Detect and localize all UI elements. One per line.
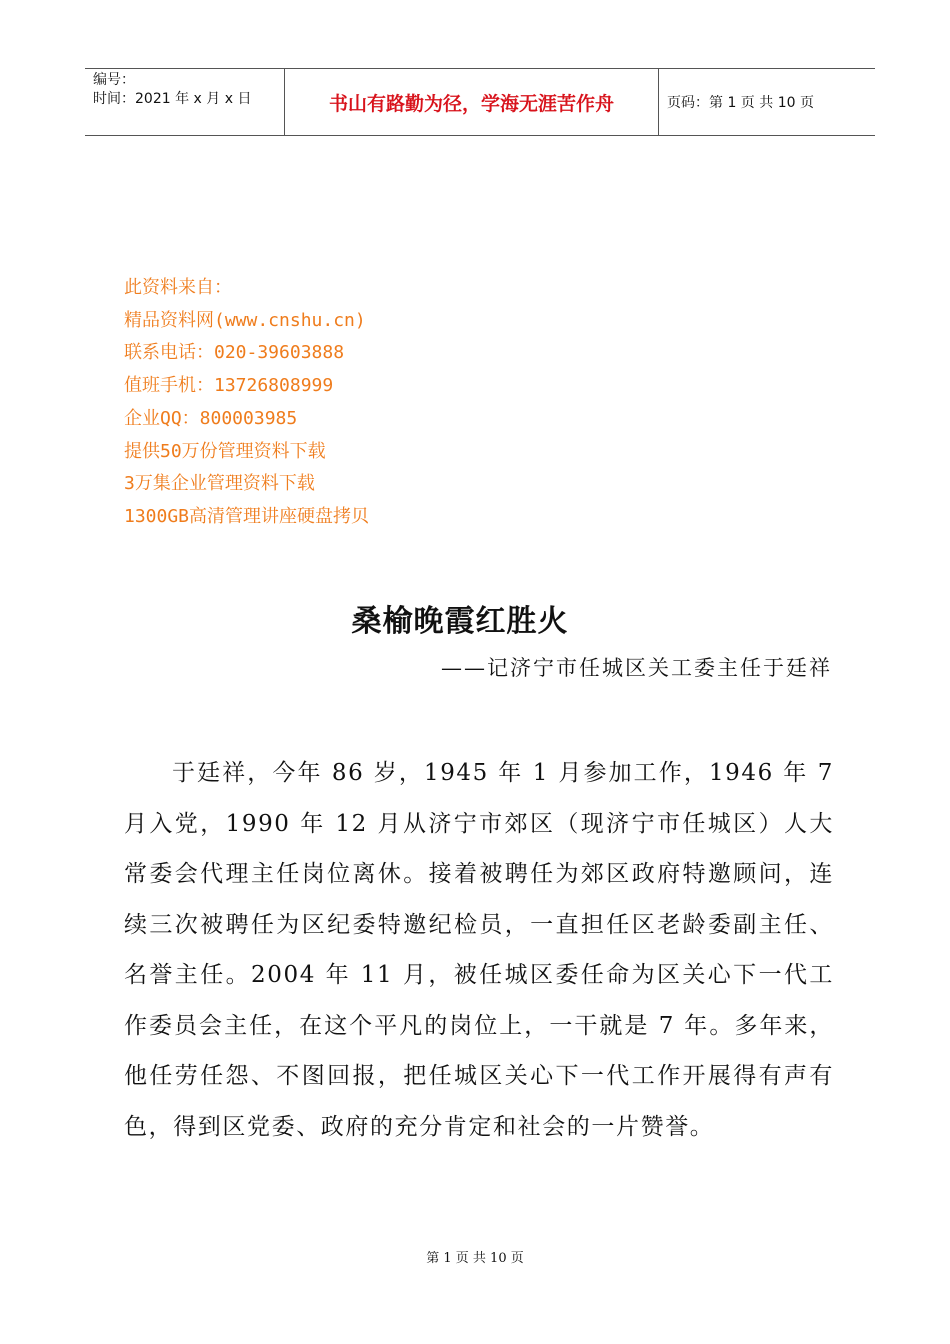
date-label: 时间：2021 年 x 月 x 日	[93, 91, 252, 107]
promo-line: 此资料来自：	[124, 277, 232, 298]
promo-line: 1300GB高清管理讲座硬盘拷贝	[124, 505, 370, 527]
page-header	[85, 68, 875, 136]
page-footer: 第 1 页 共 10 页	[426, 1251, 524, 1266]
promo-line: 精品资料网(www.cnshu.cn)	[124, 309, 366, 331]
article-title: 桑榆晚霞红胜火	[351, 604, 569, 639]
article-paragraph: 于廷祥，今年 86 岁，1945 年 1 月参加工作，1946 年 7 月入党，1990 年 12 月从济宁市郊区（现济宁市任城区）人大常委会代理主任岗位离休。接着被聘任为郊区政府特邀顾问，连续三次被聘任为区纪委特邀纪检员，一直担任区老龄委副主任、名誉主任。2004 年 11 月，被任城区委任命为区关心下一代工作委员会主任，在这个平凡的岗位上，一干就是 7 年。多年来，他任劳任怨、不图回报，把任城区关心下一代工作开展得有声有色，得到区党委、政府的充分肯定和社会的一片赞誉。	[124, 760, 834, 1140]
article-subtitle: ——记济宁市任城区关工委主任于廷祥	[441, 656, 832, 680]
header-meta	[85, 69, 285, 135]
promo-line: 3万集企业管理资料下载	[124, 473, 315, 495]
header-page-info: 页码：第 1 页 共 10 页	[667, 95, 814, 111]
header-motto: 书山有路勤为径，学海无涯苦作舟	[285, 69, 659, 135]
promo-line: 企业QQ：800003985	[124, 407, 298, 429]
promo-line: 联系电话：020-39603888	[124, 342, 345, 364]
promo-block	[124, 272, 369, 534]
promo-line: 提供50万份管理资料下载	[124, 440, 326, 462]
number-label: 编号：	[93, 72, 135, 88]
promo-line: 值班手机：13726808999	[124, 375, 334, 397]
